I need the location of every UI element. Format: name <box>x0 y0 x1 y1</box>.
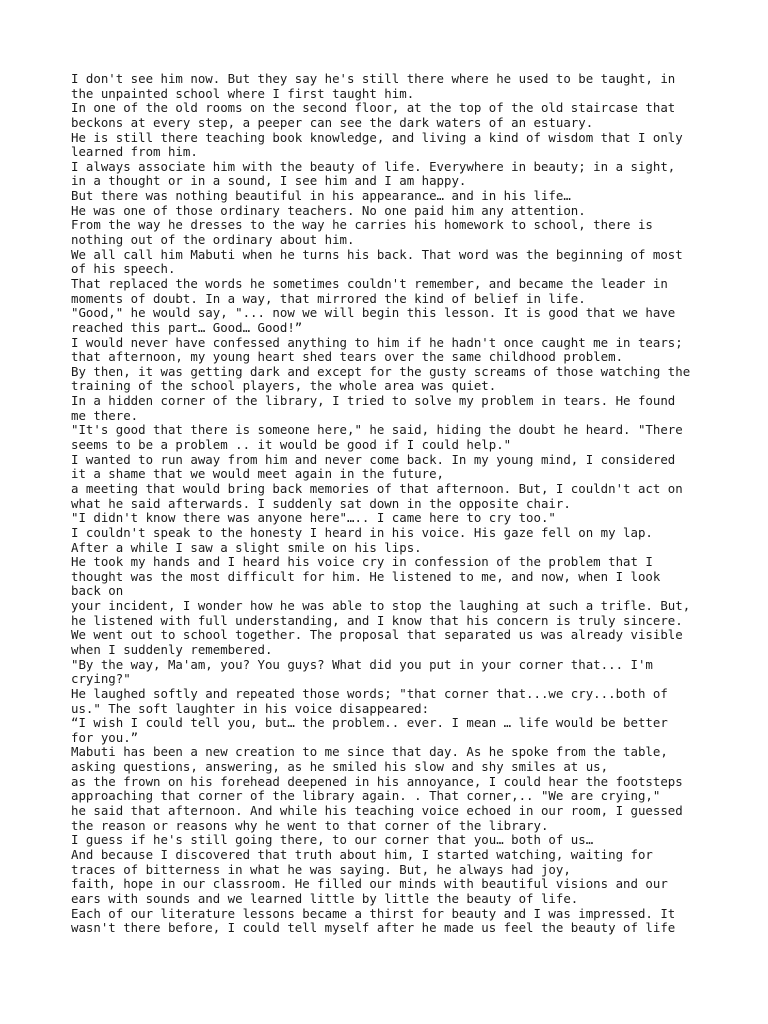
text-line: And because I discovered that truth about him, I started watching, waiting for <box>71 846 653 862</box>
text-line: he said that afternoon. And while his teaching voice echoed in our room, I guessed <box>71 803 683 819</box>
text-line: wasn't there before, I could tell myself after he made us feel the beauty of life <box>71 920 676 936</box>
text-line: asking questions, answering, as he smiled his slow and shy smiles at us, <box>71 759 609 775</box>
text-line: In a hidden corner of the library, I tried to solve my problem in tears. He found <box>71 393 676 409</box>
text-line: that afternoon, my young heart shed tears over the same childhood problem. <box>71 349 624 365</box>
text-line: He laughed softly and repeated those words; "that corner that...we cry...both of <box>71 685 668 701</box>
text-line: a meeting that would bring back memories of that afternoon. But, I couldn't act on <box>71 480 683 496</box>
text-line: He was one of those ordinary teachers. No one paid him any attention. <box>71 202 586 218</box>
text-line: I couldn't speak to the honesty I heard in his voice. His gaze fell on my lap. <box>71 524 653 540</box>
text-line: From the way he dresses to the way he carries his homework to school, there is <box>71 217 653 233</box>
text-line: approaching that corner of the library again. . That corner,.. "We are crying," <box>71 788 661 804</box>
text-line: when I suddenly remembered. <box>71 641 273 657</box>
text-line: moments of doubt. In a way, that mirrored the kind of belief in life. <box>71 290 586 306</box>
text-line: But there was nothing beautiful in his appearance… and in his life… <box>71 188 571 204</box>
text-line: seems to be a problem .. it would be good if I could help." <box>71 437 512 453</box>
text-line: your incident, I wonder how he was able to stop the laughing at such a trifle. But, <box>71 598 691 614</box>
text-line: us." The soft laughter in his voice disappeared: <box>71 700 430 716</box>
text-line: That replaced the words he sometimes couldn't remember, and became the leader in <box>71 275 668 291</box>
text-line: "It's good that there is someone here," he said, hiding the doubt he heard. "There <box>71 422 683 438</box>
text-line: learned from him. <box>71 144 198 160</box>
text-line: I don't see him now. But they say he's still there where he used to be taught, in <box>71 71 676 86</box>
text-line: By then, it was getting dark and except for the gusty screams of those watching the <box>71 363 691 379</box>
text-line: nothing out of the ordinary about him. <box>71 232 355 248</box>
text-line: it a shame that we would meet again in the future, <box>71 466 444 482</box>
text-line: faith, hope in our classroom. He filled our minds with beautiful visions and our <box>71 876 668 892</box>
text-line: thought was the most difficult for him. He listened to me, and now, when I look <box>71 568 661 584</box>
text-line: In one of the old rooms on the second floor, at the top of the old staircase that <box>71 100 676 116</box>
text-line: I would never have confessed anything to him if he hadn't once caught me in tears; <box>71 334 683 350</box>
text-line: he listened with full understanding, and I know that his concern is truly sincere. <box>71 612 683 628</box>
text-line: We all call him Mabuti when he turns his back. That word was the beginning of most <box>71 246 683 262</box>
text-line: We went out to school together. The proposal that separated us was already visible <box>71 627 683 643</box>
text-line: Each of our literature lessons became a thirst for beauty and I was impressed. It <box>71 905 676 921</box>
text-line: I guess if he's still going there, to our corner that you… both of us… <box>71 832 594 848</box>
text-line: in a thought or in a sound, I see him and I am happy. <box>71 173 467 189</box>
text-line: "By the way, Ma'am, you? You guys? What did you put in your corner that... I'm <box>71 656 653 672</box>
text-line: as the frown on his forehead deepened in his annoyance, I could hear the footsteps <box>71 773 683 789</box>
text-line: I always associate him with the beauty of life. Everywhere in beauty; in a sight, <box>71 158 676 174</box>
text-line: what he said afterwards. I suddenly sat down in the opposite chair. <box>71 495 571 511</box>
text-line: ears with sounds and we learned little by little the beauty of life. <box>71 890 579 906</box>
text-line: the unpainted school where I first taught him. <box>71 85 415 101</box>
text-line: He is still there teaching book knowledge, and living a kind of wisdom that I only <box>71 129 683 145</box>
text-line: beckons at every step, a peeper can see the dark waters of an estuary. <box>71 114 594 130</box>
text-line: for you.” <box>71 729 139 745</box>
text-line: traces of bitterness in what he was saying. But, he always had joy, <box>71 861 571 877</box>
text-line: Mabuti has been a new creation to me since that day. As he spoke from the table, <box>71 744 668 760</box>
text-line: "Good," he would say, "... now we will begin this lesson. It is good that we have <box>71 305 676 321</box>
text-line: "I didn't know there was anyone here"….. I came here to cry too." <box>71 510 556 526</box>
text-line: “I wish I could tell you, but… the problem.. ever. I mean … life would be better <box>71 715 668 731</box>
text-line: of his speech. <box>71 261 176 277</box>
text-line: I wanted to run away from him and never come back. In my young mind, I considered <box>71 451 676 467</box>
document-body <box>71 72 699 936</box>
text-line: the reason or reasons why he went to that corner of the library. <box>71 817 549 833</box>
text-line: training of the school players, the whole area was quiet. <box>71 378 497 394</box>
text-line: back on <box>71 583 124 599</box>
text-line: me there. <box>71 407 139 423</box>
text-line: After a while I saw a slight smile on his lips. <box>71 539 422 555</box>
text-line: He took my hands and I heard his voice cry in confession of the problem that I <box>71 554 653 570</box>
text-line: reached this part… Good… Good!” <box>71 319 303 335</box>
text-line: crying?" <box>71 671 131 687</box>
